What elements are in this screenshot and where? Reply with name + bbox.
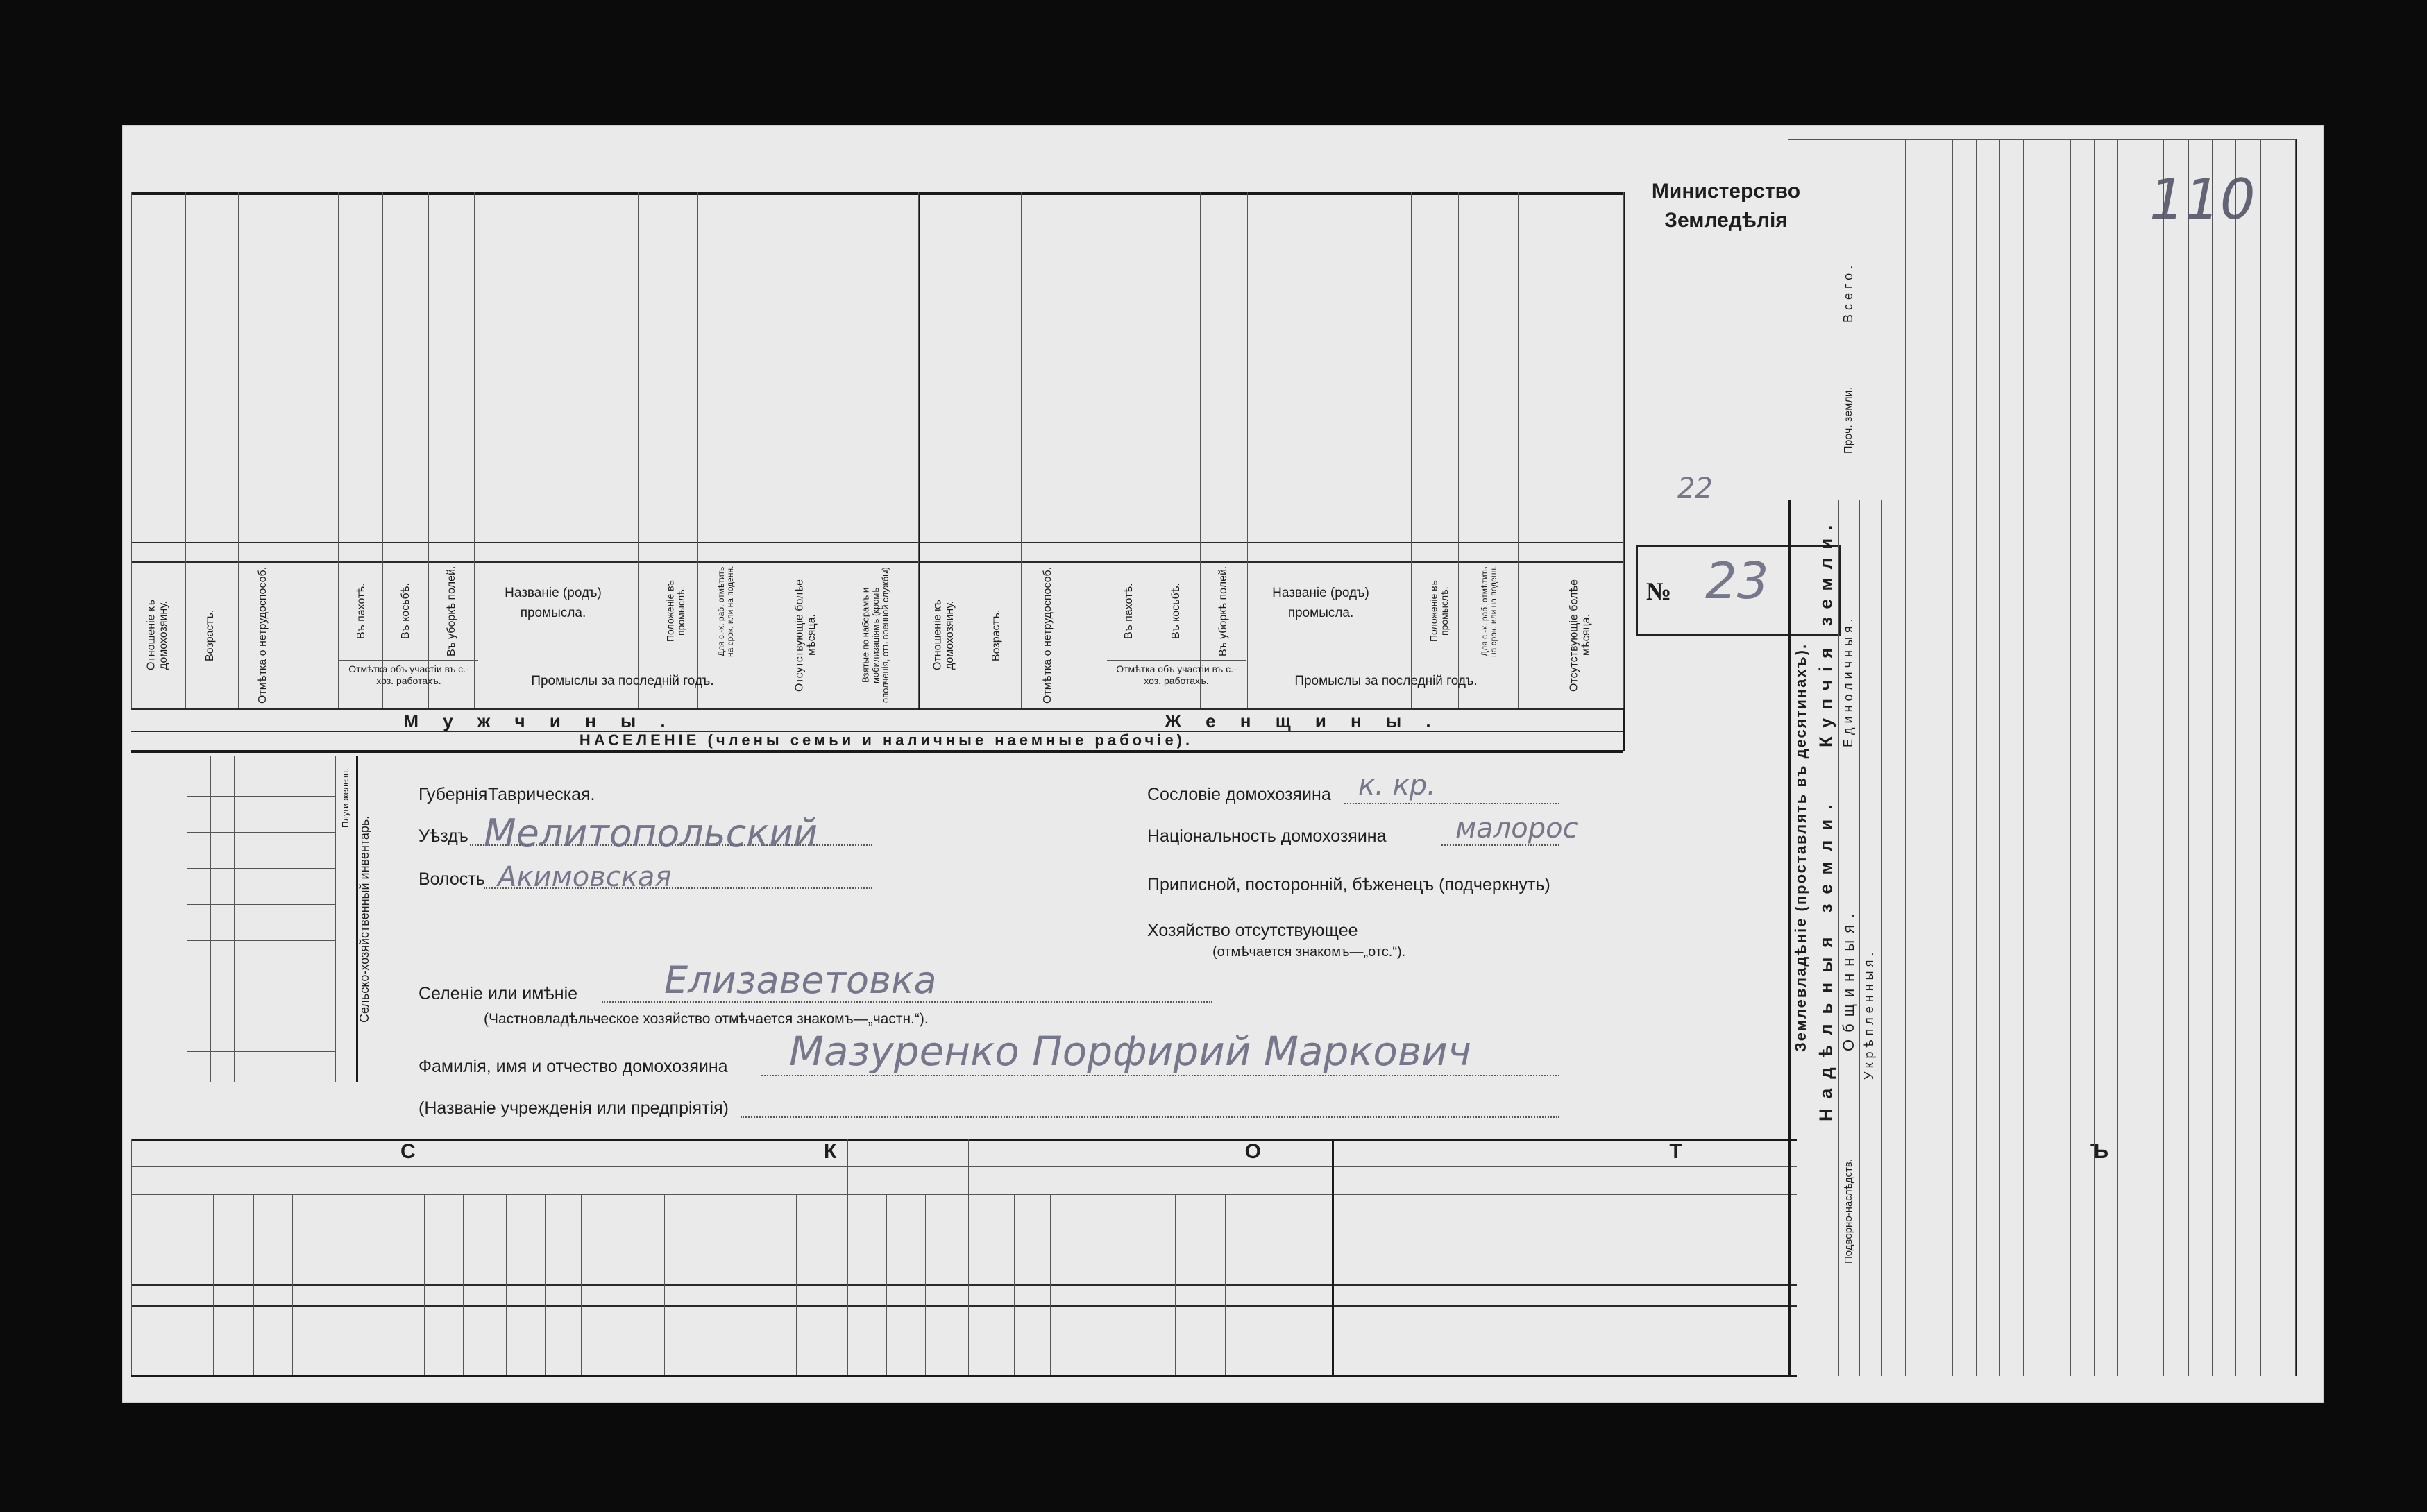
land-vline (2094, 139, 2095, 1376)
land-col-header (1881, 237, 1929, 292)
stock-header (176, 1212, 213, 1283)
pop-vline (1200, 192, 1201, 708)
nationality-line (1441, 844, 1559, 846)
stock-header (968, 1197, 1014, 1283)
land-vline (2023, 139, 2024, 1376)
land-col-number (1930, 917, 1954, 958)
volost-label: Волость (418, 869, 485, 889)
fio-line (761, 1075, 1559, 1076)
inv-row-line (187, 796, 335, 797)
fio-value: Мазуренко Порфирий Маркович (789, 1028, 1472, 1075)
men-mobilized-header: Взятые по наборамъ и мобилизаціямъ (кромѣ ополченія, отъ военной службы) (860, 567, 891, 704)
men-trade-position-header: Положеніе въ промыслѣ. (664, 580, 686, 643)
land-col-number (1930, 1215, 1954, 1257)
land-col-number (1930, 244, 1954, 285)
land-col-header (1881, 674, 1929, 729)
land-colnum-line (1788, 139, 2295, 140)
pop-vline (697, 192, 698, 708)
pop-vline (185, 192, 186, 708)
stock-colnum-line (131, 1284, 1797, 1286)
land-col-header (1881, 1208, 1929, 1264)
stock-header (796, 1197, 847, 1283)
pop-colnum-line (131, 542, 1623, 543)
stock-title: С К О Т Ъ (400, 1140, 2310, 1163)
stock-groups-line (131, 1166, 1797, 1167)
land-row-label (2070, 1291, 2094, 1375)
land-vline (2295, 139, 2296, 1376)
pop-colnum-line2 (131, 561, 1623, 563)
pop-bottom-line (131, 750, 1623, 753)
soslovie-value: к. кр. (1358, 770, 1436, 801)
men-trade-note-header: Для с.-х. раб. отмѣтить на срок. или на поденн. (716, 566, 735, 657)
men-harvest-header: Въ уборкѣ полей. (446, 566, 458, 657)
land-row-label (2163, 1291, 2187, 1375)
land-col-header (1881, 972, 1929, 1028)
stock-header (886, 1197, 925, 1283)
population-title: НАСЕЛЕНІЕ (члены семьи и наличные наемные рабочіе). (579, 731, 1194, 749)
land-vline (2070, 139, 2071, 1376)
absent-label: Хозяйство отсутствующее (1147, 921, 1358, 940)
men-trades-title: Промыслы за последній годъ. (531, 674, 714, 688)
pop-vline (1021, 192, 1022, 708)
land-col-number (1930, 799, 1954, 840)
stock-header (1225, 1197, 1267, 1283)
land-col-number (1930, 556, 1954, 597)
land-col-number (1930, 493, 1954, 535)
nationality-value: малорос (1455, 813, 1578, 844)
land-col-header (1881, 486, 1929, 542)
stock-header (1014, 1197, 1050, 1283)
pop-top-line (131, 192, 1623, 195)
inv-row-line (187, 904, 335, 905)
land-vline (1999, 139, 2000, 1376)
institution-line (741, 1116, 1559, 1118)
land-vline (2188, 139, 2189, 1376)
pop-vline (1623, 192, 1624, 708)
stock-header (292, 1197, 348, 1283)
land-col-number (1930, 854, 1954, 896)
pop-vline (1411, 192, 1412, 708)
inv-row-line (187, 940, 335, 941)
stock-header (664, 1197, 713, 1283)
land-col-number (1930, 1042, 1954, 1083)
stock-header (847, 1197, 886, 1283)
inv-row-line (187, 1051, 335, 1052)
census-card (122, 125, 2324, 1403)
land-col-number (1930, 1104, 1954, 1146)
inventory-title: Сельско-хозяйственный инвентарь. (357, 815, 372, 1023)
pripisnoy-label: Приписной, посторонній, бѣженецъ (подчеркнуть) (1147, 875, 1550, 894)
page-number: 110 (2149, 167, 2256, 232)
men-mowing-header: Въ косьбѣ. (400, 583, 412, 640)
men-age-header: Возрастъ. (204, 609, 217, 661)
stock-header (1267, 1197, 1332, 1283)
land-col-number (1930, 743, 1954, 785)
pop-vline (474, 192, 475, 708)
women-absent-header: Отсутствующіе болѣе мѣсяца. (1568, 579, 1592, 692)
pop-vline (382, 192, 383, 708)
land-col-number (1930, 431, 1954, 473)
land-col-header (1881, 1153, 1929, 1208)
stock-header (1050, 1197, 1092, 1283)
men-label: М у ж ч и н ы . (403, 711, 675, 731)
men-trade-name-header: Названіе (родъ) промысла. (505, 586, 602, 620)
kupch-label: Купчія земли. (1815, 516, 1836, 748)
nadel-label: Надѣльныя земли. (1815, 795, 1836, 1122)
inv-v2 (210, 756, 211, 1082)
stock-header (131, 1212, 176, 1283)
pop-vline (1458, 192, 1459, 708)
inv-v3 (234, 756, 235, 1082)
land-col-header (1881, 611, 1929, 667)
land-col-header (1881, 362, 1929, 417)
obshchinnaya-label: Общинныя. (1839, 906, 1857, 1052)
pop-header-sub (339, 660, 478, 661)
inv-row-line (187, 832, 335, 833)
men-absent-header: Отсутствующіе болѣе мѣсяца. (793, 579, 818, 692)
women-participation-header: Отмѣтка объ участіи въ с.-хоз. работахъ. (1116, 663, 1237, 686)
land-col-number (1930, 979, 1954, 1021)
stock-header (713, 1197, 759, 1283)
podvorno-label: Подворно-наслѣдств. (1842, 1159, 1854, 1264)
women-age-header: Возрастъ. (990, 609, 1003, 661)
women-trade-name-header: Названіе (родъ) промысла. (1272, 586, 1369, 620)
land-col-number (1930, 306, 1954, 348)
pop-vline (1247, 192, 1248, 708)
stock-header (545, 1197, 581, 1283)
women-relation-header: Отношеніе къ домохозяину. (931, 600, 956, 671)
women-plowing-header: Въ пахотѣ. (1123, 583, 1135, 640)
stock-header (1092, 1197, 1135, 1283)
land-row-label (1929, 1291, 1952, 1375)
fio-label: Фамилія, имя и отчество домохозяина (418, 1057, 728, 1076)
pop-header-sub2 (1107, 660, 1246, 661)
land-row-label (1976, 1291, 1999, 1375)
women-harvest-header: Въ уборкѣ полей. (1217, 566, 1230, 657)
institution-label: (Названіе учрежденія или предпріятія) (418, 1098, 729, 1118)
absent-note: (отмѣчается знакомъ—„отс.“). (1212, 944, 1406, 960)
uezd-label: Уѣздъ (418, 826, 468, 846)
stock-header (424, 1197, 463, 1283)
selo-label: Селеніе или имѣніе (418, 984, 578, 1003)
stock-bottom (131, 1375, 1797, 1377)
women-trades-title: Промыслы за последній годъ. (1294, 674, 1478, 688)
selo-value: Елизаветовка (664, 958, 937, 1002)
gubernia-label: Губернія (418, 785, 488, 804)
private-note: (Частновладѣльческое хозяйство отмѣчается знакомъ—„частн.“). (484, 1011, 929, 1027)
number-value: 23 (1705, 552, 1769, 610)
women-disabled-header: Отмѣтка о нетрудоспособ. (1042, 566, 1054, 704)
ministry-line2: Земледѣлія (1664, 209, 1788, 232)
land-col-number (1930, 681, 1954, 722)
stock-header (253, 1197, 292, 1283)
land-row-label (2212, 1291, 2235, 1375)
stock-header (759, 1197, 796, 1283)
land-col-header (1881, 549, 1929, 604)
pop-vline (638, 192, 639, 708)
women-trade-note-header: Для с.-х. раб. отмѣтить на срок. или на поденн. (1479, 566, 1498, 657)
land-col-number (1930, 174, 1954, 216)
pop-vline (131, 192, 132, 708)
land-col-number (1930, 1160, 1954, 1201)
stock-header (623, 1197, 664, 1283)
land-col-header (1881, 736, 1929, 792)
women-mowing-header: Въ косьбѣ. (1170, 583, 1183, 640)
women-label: Ж е н щ и н ы . (1165, 711, 1441, 731)
pop-vline (238, 192, 239, 708)
men-relation-header: Отношеніе къ домохозяину. (145, 600, 169, 671)
land-row-label (1881, 1291, 1905, 1375)
men-plowing-header: Въ пахотѣ. (355, 583, 368, 640)
land-row-label (2117, 1291, 2141, 1375)
stock-header (387, 1197, 424, 1283)
land-col-header (1881, 424, 1929, 479)
soslovie-line (1344, 803, 1559, 804)
land-col-number (1930, 618, 1954, 660)
land-vline (2235, 139, 2236, 1376)
soslovie-label: Сословіе домохозяина (1147, 785, 1331, 804)
stock-header (463, 1197, 506, 1283)
nationality-label: Національность домохозяина (1147, 826, 1387, 846)
land-col-header (1881, 847, 1929, 903)
ukreplennaya-label: Укрѣпленныя. (1862, 948, 1877, 1080)
edinolichnaya-label: Единоличныя. (1841, 614, 1856, 747)
land-col-header (1881, 167, 1929, 223)
land-col-number (1930, 368, 1954, 410)
pop-sex-line (131, 708, 1623, 710)
men-disabled-header: Отмѣтка о нетрудоспособ. (257, 566, 269, 704)
pop-vline (338, 192, 339, 708)
stock-values-line (131, 1305, 1797, 1307)
volost-value: Акимовская (498, 861, 672, 893)
land-row-label (2023, 1291, 2047, 1375)
land-vline (2163, 139, 2164, 1376)
stock-header (925, 1197, 968, 1283)
stock-header (1175, 1197, 1225, 1283)
land-col-header (1881, 1035, 1929, 1090)
men-participation-header: Отмѣтка объ участіи въ с.-хоз. работахъ. (348, 663, 469, 686)
vsego-label: Всего. (1841, 261, 1856, 323)
stock-headers-top (131, 1194, 1797, 1195)
stock-vline-end (1332, 1139, 1334, 1375)
inv-row-line (187, 868, 335, 869)
number-label: № (1646, 577, 1672, 605)
land-col-header (1881, 792, 1929, 847)
stock-header (581, 1197, 623, 1283)
land-vline (2260, 139, 2261, 1376)
land-col-header (1881, 1097, 1929, 1153)
ploughs-title: Плуги железн. (339, 768, 350, 828)
gubernia-value: Таврическая. (488, 785, 595, 804)
pop-vline (428, 192, 429, 708)
stock-header (348, 1197, 387, 1283)
women-trade-position-header: Положеніе въ промыслѣ. (1428, 580, 1450, 643)
stock-header (1135, 1197, 1175, 1283)
pop-vline (1518, 192, 1519, 708)
land-vline (2117, 139, 2118, 1376)
number-above: 22 (1677, 473, 1713, 504)
land-vline (1976, 139, 1977, 1376)
land-vline (2212, 139, 2213, 1376)
ministry-line1: Министерство (1651, 180, 1801, 203)
pop-vline (918, 192, 919, 708)
uezd-value: Мелитопольский (484, 811, 818, 855)
land-col-header (1881, 910, 1929, 965)
land-col-header (1881, 299, 1929, 355)
stock-header (506, 1197, 545, 1283)
prochie-label: Проч. земли. (1843, 387, 1855, 454)
land-title: Землевладѣніе (проставлять въ десятинахъ). (1791, 643, 1809, 1052)
stock-header (213, 1197, 253, 1283)
